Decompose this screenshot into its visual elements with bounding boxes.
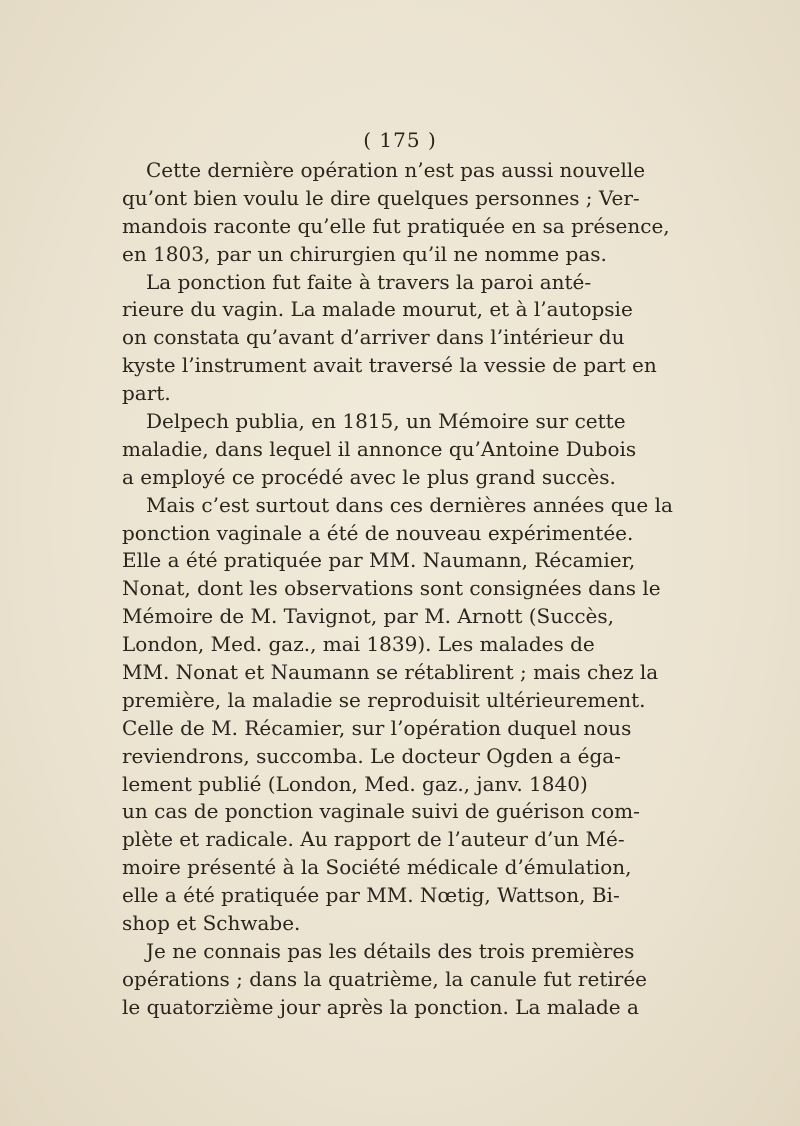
- page-number: ( 175 ): [363, 128, 437, 152]
- text-line: rieure du vagin. La malade mourut, et à l’autopsie: [122, 297, 633, 322]
- text-line: première, la maladie se reproduisit ultérieurement.: [122, 687, 646, 712]
- text-line: qu’ont bien voulu le dire quelques personnes ; Ver-: [122, 185, 640, 210]
- text-line: lement publié (London, Med. gaz., janv. 1840): [122, 771, 588, 796]
- text-line: Mémoire de M. Tavignot, par M. Arnott (Succès,: [122, 604, 614, 629]
- text-line: le quatorzième jour après la ponction. La malade a: [122, 994, 639, 1019]
- text-line: ponction vaginale a été de nouveau expérimentée.: [122, 520, 634, 545]
- text-line: elle a été pratiquée par MM. Nœtig, Wattson, Bi-: [122, 883, 620, 908]
- text-line: Celle de M. Récamier, sur l’opération duquel nous: [122, 715, 632, 740]
- text-line: London, Med. gaz., mai 1839). Les malades de: [122, 632, 595, 657]
- text-line: La ponction fut faite à travers la paroi anté-: [146, 269, 592, 294]
- text-line: Cette dernière opération n’est pas aussi nouvelle: [146, 158, 646, 182]
- text-line: un cas de ponction vaginale suivi de guérison com-: [122, 799, 640, 824]
- body-text: [122, 157, 673, 1022]
- text-line: en 1803, par un chirurgien qu’il ne nomme pas.: [122, 241, 607, 266]
- text-line: mandois raconte qu’elle fut pratiquée en sa présence,: [122, 213, 670, 238]
- text-line: plète et radicale. Au rapport de l’auteur d’un Mé-: [122, 827, 625, 852]
- text-line: kyste l’instrument avait traversé la vessie de part en: [122, 353, 657, 378]
- text-line: part.: [122, 381, 171, 406]
- text-line: MM. Nonat et Naumann se rétablirent ; mais chez la: [122, 660, 659, 685]
- text-line: on constata qu’avant d’arriver dans l’intérieur du: [122, 325, 625, 350]
- text-line: shop et Schwabe.: [122, 911, 301, 936]
- text-line: Je ne connais pas les détails des trois premières: [146, 938, 635, 963]
- text-line: Delpech publia, en 1815, un Mémoire sur cette: [146, 409, 626, 434]
- text-line: opérations ; dans la quatrième, la canule fut retirée: [122, 966, 647, 991]
- text-line: reviendrons, succomba. Le docteur Ogden a éga-: [122, 743, 621, 768]
- text-line: Elle a été pratiquée par MM. Naumann, Récamier,: [122, 548, 636, 573]
- text-line: Mais c’est surtout dans ces dernières années que la: [146, 492, 673, 517]
- text-line: a employé ce procédé avec le plus grand succès.: [122, 464, 616, 489]
- text-line: moire présenté à la Société médicale d’émulation,: [122, 855, 632, 880]
- text-line: maladie, dans lequel il annonce qu’Antoine Dubois: [122, 436, 637, 461]
- text-line: Nonat, dont les observations sont consignées dans le: [122, 576, 661, 601]
